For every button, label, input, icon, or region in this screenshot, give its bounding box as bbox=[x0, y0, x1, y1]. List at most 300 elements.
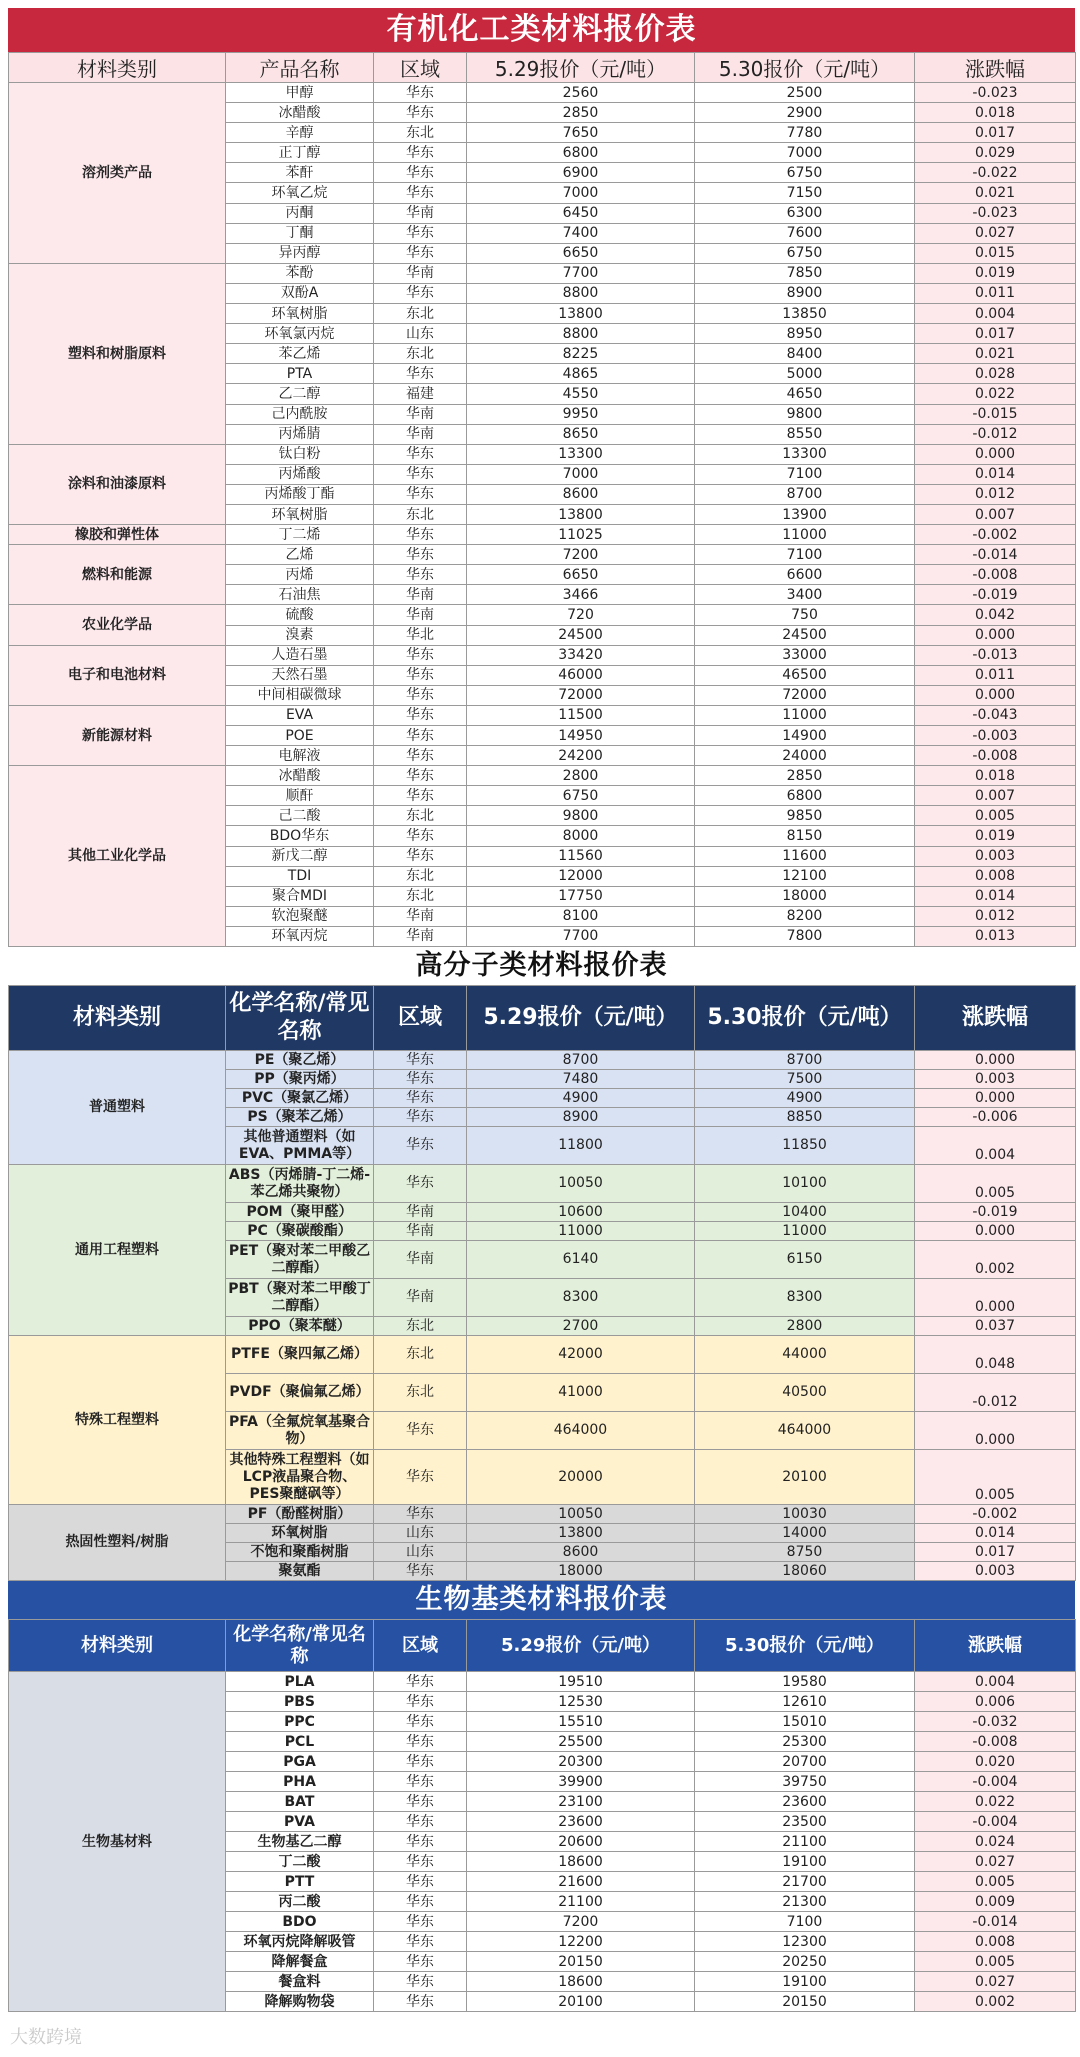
price-0529: 20100 bbox=[467, 1992, 695, 2012]
category-header: 材料类别 bbox=[9, 53, 226, 83]
price-0530: 8950 bbox=[695, 324, 915, 344]
price-0529: 4865 bbox=[467, 364, 695, 384]
category-cell: 生物基材料 bbox=[9, 1672, 226, 2012]
region: 华南 bbox=[374, 424, 467, 444]
region-header: 区域 bbox=[374, 1620, 467, 1672]
price-0530: 23600 bbox=[695, 1792, 915, 1812]
price-0530: 39750 bbox=[695, 1772, 915, 1792]
organic-price-table bbox=[8, 52, 1076, 947]
change-rate: 0.022 bbox=[915, 384, 1076, 404]
product-name: 乙烯 bbox=[226, 545, 374, 565]
region: 福建 bbox=[374, 384, 467, 404]
change-rate: 0.000 bbox=[915, 1412, 1076, 1450]
price-0529: 7400 bbox=[467, 223, 695, 243]
price-0529: 8800 bbox=[467, 324, 695, 344]
price-0529: 41000 bbox=[467, 1374, 695, 1412]
change-rate: 0.020 bbox=[915, 1752, 1076, 1772]
change-rate: 0.005 bbox=[915, 1952, 1076, 1972]
region: 东北 bbox=[374, 344, 467, 364]
category-cell: 塑料和树脂原料 bbox=[9, 263, 226, 444]
table-row bbox=[9, 766, 1076, 786]
price-0529: 12200 bbox=[467, 1932, 695, 1952]
region: 山东 bbox=[374, 1543, 467, 1562]
price-0529: 33420 bbox=[467, 645, 695, 665]
product-name: EVA bbox=[226, 705, 374, 725]
price-0529: 6650 bbox=[467, 565, 695, 585]
region: 华东 bbox=[374, 1872, 467, 1892]
price-0530: 15010 bbox=[695, 1712, 915, 1732]
region: 华东 bbox=[374, 1932, 467, 1952]
change-rate: 0.013 bbox=[915, 926, 1076, 946]
table-row bbox=[9, 83, 1076, 103]
price-0529: 4900 bbox=[467, 1089, 695, 1108]
price-0530: 8700 bbox=[695, 484, 915, 504]
price-0530: 6150 bbox=[695, 1241, 915, 1279]
change-rate: 0.011 bbox=[915, 283, 1076, 303]
region: 华东 bbox=[374, 364, 467, 384]
category-cell: 通用工程塑料 bbox=[9, 1165, 226, 1336]
price-0530: 12610 bbox=[695, 1692, 915, 1712]
product-name: 餐盒料 bbox=[226, 1972, 374, 1992]
product-name: 丙烯酸丁酯 bbox=[226, 484, 374, 504]
price-0529: 19510 bbox=[467, 1672, 695, 1692]
price-0530: 464000 bbox=[695, 1412, 915, 1450]
table-row bbox=[9, 444, 1076, 464]
price-0529: 7700 bbox=[467, 263, 695, 283]
price-0529: 3466 bbox=[467, 585, 695, 605]
product-name: PE（聚乙烯） bbox=[226, 1051, 374, 1070]
region: 华东 bbox=[374, 444, 467, 464]
price-0530: 7500 bbox=[695, 1070, 915, 1089]
price-0530: 13850 bbox=[695, 304, 915, 324]
category-cell: 新能源材料 bbox=[9, 705, 226, 765]
price-0529-header: 5.29报价（元/吨） bbox=[467, 986, 695, 1051]
price-0529: 9950 bbox=[467, 404, 695, 424]
change-header: 涨跌幅 bbox=[915, 986, 1076, 1051]
change-rate: -0.002 bbox=[915, 525, 1076, 545]
product-name: 溴素 bbox=[226, 625, 374, 645]
region: 华东 bbox=[374, 143, 467, 163]
region: 华东 bbox=[374, 525, 467, 545]
region: 华东 bbox=[374, 163, 467, 183]
change-rate: 0.000 bbox=[915, 685, 1076, 705]
product-name: BDO bbox=[226, 1912, 374, 1932]
price-0530: 8750 bbox=[695, 1543, 915, 1562]
product-name: PBS bbox=[226, 1692, 374, 1712]
product-name: PTT bbox=[226, 1872, 374, 1892]
product-name: 丙烯 bbox=[226, 565, 374, 585]
price-0529: 8600 bbox=[467, 1543, 695, 1562]
region: 华东 bbox=[374, 1672, 467, 1692]
product-name: 聚氨酯 bbox=[226, 1562, 374, 1581]
price-0530: 21700 bbox=[695, 1872, 915, 1892]
price-0530: 11000 bbox=[695, 705, 915, 725]
change-rate: 0.014 bbox=[915, 886, 1076, 906]
price-0530: 24500 bbox=[695, 625, 915, 645]
change-rate: 0.021 bbox=[915, 183, 1076, 203]
price-0529: 7700 bbox=[467, 926, 695, 946]
product-name: 苯乙烯 bbox=[226, 344, 374, 364]
price-0530: 7850 bbox=[695, 263, 915, 283]
region: 华东 bbox=[374, 746, 467, 766]
product-name: 苯酚 bbox=[226, 263, 374, 283]
region: 华东 bbox=[374, 1792, 467, 1812]
product-name: 丁二酸 bbox=[226, 1852, 374, 1872]
change-rate: -0.006 bbox=[915, 1108, 1076, 1127]
price-0529: 23600 bbox=[467, 1812, 695, 1832]
price-0530: 19100 bbox=[695, 1852, 915, 1872]
price-0530: 7780 bbox=[695, 123, 915, 143]
change-header: 涨跌幅 bbox=[915, 1620, 1076, 1672]
product-name: 其他普通塑料（如EVA、PMMA等） bbox=[226, 1127, 374, 1165]
product-name: 中间相碳微球 bbox=[226, 685, 374, 705]
price-0530: 2850 bbox=[695, 766, 915, 786]
product-name: PFA（全氟烷氧基聚合物） bbox=[226, 1412, 374, 1450]
price-0529: 25500 bbox=[467, 1732, 695, 1752]
region: 华东 bbox=[374, 685, 467, 705]
region: 华东 bbox=[374, 1562, 467, 1581]
price-0529: 18600 bbox=[467, 1972, 695, 1992]
price-0530: 750 bbox=[695, 605, 915, 625]
price-0530: 46500 bbox=[695, 665, 915, 685]
price-0530: 8700 bbox=[695, 1051, 915, 1070]
price-0530: 13900 bbox=[695, 504, 915, 524]
price-0529: 11800 bbox=[467, 1127, 695, 1165]
table-row bbox=[9, 605, 1076, 625]
region: 华东 bbox=[374, 705, 467, 725]
price-0529: 42000 bbox=[467, 1336, 695, 1374]
price-0529: 20300 bbox=[467, 1752, 695, 1772]
region: 华东 bbox=[374, 283, 467, 303]
price-0530: 11850 bbox=[695, 1127, 915, 1165]
region: 华南 bbox=[374, 203, 467, 223]
product-name: PGA bbox=[226, 1752, 374, 1772]
change-rate: -0.012 bbox=[915, 1374, 1076, 1412]
price-0529-header: 5.29报价（元/吨） bbox=[467, 53, 695, 83]
region: 华东 bbox=[374, 665, 467, 685]
price-0530: 33000 bbox=[695, 645, 915, 665]
change-rate: -0.014 bbox=[915, 545, 1076, 565]
change-rate: 0.000 bbox=[915, 625, 1076, 645]
price-0530: 6750 bbox=[695, 243, 915, 263]
price-0529: 8650 bbox=[467, 424, 695, 444]
region: 华东 bbox=[374, 1892, 467, 1912]
price-0530-header: 5.30报价（元/吨） bbox=[695, 986, 915, 1051]
region: 华东 bbox=[374, 1089, 467, 1108]
region: 华东 bbox=[374, 846, 467, 866]
price-0530: 18000 bbox=[695, 886, 915, 906]
price-0529: 13800 bbox=[467, 1524, 695, 1543]
region: 华东 bbox=[374, 565, 467, 585]
price-0529: 15510 bbox=[467, 1712, 695, 1732]
table-row bbox=[9, 545, 1076, 565]
product-name: 环氧丙烷 bbox=[226, 926, 374, 946]
organic-table-title: 有机化工类材料报价表 bbox=[8, 8, 1075, 52]
product-name: 石油焦 bbox=[226, 585, 374, 605]
product-name: PS（聚苯乙烯） bbox=[226, 1108, 374, 1127]
table-row bbox=[9, 1051, 1076, 1070]
price-0529: 23100 bbox=[467, 1792, 695, 1812]
price-0529: 11025 bbox=[467, 525, 695, 545]
change-rate: 0.003 bbox=[915, 1070, 1076, 1089]
price-0530: 9850 bbox=[695, 806, 915, 826]
region: 华东 bbox=[374, 1832, 467, 1852]
region: 华东 bbox=[374, 1972, 467, 1992]
price-0530: 7800 bbox=[695, 926, 915, 946]
price-0530: 8200 bbox=[695, 906, 915, 926]
price-0529: 12000 bbox=[467, 866, 695, 886]
price-0530: 20150 bbox=[695, 1992, 915, 2012]
price-0529: 20600 bbox=[467, 1832, 695, 1852]
change-rate: 0.011 bbox=[915, 665, 1076, 685]
product-name: 不饱和聚酯树脂 bbox=[226, 1543, 374, 1562]
region: 华南 bbox=[374, 585, 467, 605]
price-0529: 6650 bbox=[467, 243, 695, 263]
product-name: 正丁醇 bbox=[226, 143, 374, 163]
product-name: PTFE（聚四氟乙烯） bbox=[226, 1336, 374, 1374]
product-name: ABS（丙烯腈-丁二烯-苯乙烯共聚物） bbox=[226, 1165, 374, 1203]
price-0530: 7150 bbox=[695, 183, 915, 203]
price-0529: 13800 bbox=[467, 304, 695, 324]
region: 华南 bbox=[374, 1222, 467, 1241]
region: 山东 bbox=[374, 1524, 467, 1543]
polymer-table-title: 高分子类材料报价表 bbox=[8, 947, 1075, 985]
change-rate: 0.027 bbox=[915, 1972, 1076, 1992]
price-0529: 2800 bbox=[467, 766, 695, 786]
change-rate: 0.017 bbox=[915, 324, 1076, 344]
price-0529: 6900 bbox=[467, 163, 695, 183]
region: 华东 bbox=[374, 223, 467, 243]
change-rate: 0.009 bbox=[915, 1892, 1076, 1912]
product-name: BDO华东 bbox=[226, 826, 374, 846]
region: 华东 bbox=[374, 1165, 467, 1203]
region: 华东 bbox=[374, 1732, 467, 1752]
price-0529: 8000 bbox=[467, 826, 695, 846]
biobased-table-title: 生物基类材料报价表 bbox=[8, 1581, 1075, 1619]
product-name: 生物基乙二醇 bbox=[226, 1832, 374, 1852]
product-name: PC（聚碳酸酯） bbox=[226, 1222, 374, 1241]
product-name: POE bbox=[226, 726, 374, 746]
change-rate: -0.023 bbox=[915, 83, 1076, 103]
region: 华东 bbox=[374, 786, 467, 806]
table-header-row bbox=[9, 53, 1076, 83]
change-rate: 0.017 bbox=[915, 123, 1076, 143]
change-rate: 0.014 bbox=[915, 464, 1076, 484]
price-0530: 20100 bbox=[695, 1450, 915, 1505]
price-0529: 8600 bbox=[467, 484, 695, 504]
category-cell: 溶剂类产品 bbox=[9, 83, 226, 264]
price-0530: 12100 bbox=[695, 866, 915, 886]
price-0529: 7000 bbox=[467, 183, 695, 203]
product-name: 冰醋酸 bbox=[226, 103, 374, 123]
price-0529: 8100 bbox=[467, 906, 695, 926]
region: 山东 bbox=[374, 324, 467, 344]
product-name: 环氧树脂 bbox=[226, 304, 374, 324]
biobased-price-table bbox=[8, 1619, 1076, 2012]
change-rate: -0.032 bbox=[915, 1712, 1076, 1732]
price-0529: 11500 bbox=[467, 705, 695, 725]
change-rate: -0.008 bbox=[915, 746, 1076, 766]
change-rate: 0.005 bbox=[915, 1450, 1076, 1505]
price-0530: 44000 bbox=[695, 1336, 915, 1374]
change-rate: -0.003 bbox=[915, 726, 1076, 746]
price-0529: 7000 bbox=[467, 464, 695, 484]
region: 华东 bbox=[374, 1852, 467, 1872]
region: 华东 bbox=[374, 1505, 467, 1524]
product-name: PP（聚丙烯） bbox=[226, 1070, 374, 1089]
price-0529: 720 bbox=[467, 605, 695, 625]
region: 华南 bbox=[374, 1279, 467, 1317]
product-name: TDI bbox=[226, 866, 374, 886]
product-name: 顺酐 bbox=[226, 786, 374, 806]
region: 华东 bbox=[374, 1772, 467, 1792]
category-cell: 其他工业化学品 bbox=[9, 766, 226, 947]
region: 华东 bbox=[374, 83, 467, 103]
change-rate: 0.015 bbox=[915, 243, 1076, 263]
change-rate: 0.007 bbox=[915, 504, 1076, 524]
price-0529: 7480 bbox=[467, 1070, 695, 1089]
region: 华南 bbox=[374, 404, 467, 424]
change-rate: -0.002 bbox=[915, 1505, 1076, 1524]
price-0529: 20000 bbox=[467, 1450, 695, 1505]
region: 华北 bbox=[374, 625, 467, 645]
change-rate: 0.028 bbox=[915, 364, 1076, 384]
price-0530: 19580 bbox=[695, 1672, 915, 1692]
price-0529: 7650 bbox=[467, 123, 695, 143]
change-rate: 0.004 bbox=[915, 1672, 1076, 1692]
price-0530: 8150 bbox=[695, 826, 915, 846]
product-name: 环氧树脂 bbox=[226, 504, 374, 524]
region: 华南 bbox=[374, 605, 467, 625]
category-header: 材料类别 bbox=[9, 986, 226, 1051]
change-rate: -0.004 bbox=[915, 1772, 1076, 1792]
price-0529: 8300 bbox=[467, 1279, 695, 1317]
product-name: 其他特殊工程塑料（如LCP液晶聚合物、PES聚醚砜等） bbox=[226, 1450, 374, 1505]
price-0529: 464000 bbox=[467, 1412, 695, 1450]
price-0529: 18000 bbox=[467, 1562, 695, 1581]
region: 东北 bbox=[374, 1336, 467, 1374]
product-name: 环氧氯丙烷 bbox=[226, 324, 374, 344]
product-name: 丙烯腈 bbox=[226, 424, 374, 444]
region: 东北 bbox=[374, 1374, 467, 1412]
change-rate: -0.008 bbox=[915, 565, 1076, 585]
price-0530: 10100 bbox=[695, 1165, 915, 1203]
region: 东北 bbox=[374, 886, 467, 906]
change-rate: -0.008 bbox=[915, 1732, 1076, 1752]
region: 华东 bbox=[374, 1992, 467, 2012]
table-row bbox=[9, 645, 1076, 665]
product-name: PF（酚醛树脂） bbox=[226, 1505, 374, 1524]
category-cell: 特殊工程塑料 bbox=[9, 1336, 226, 1505]
price-0529: 10050 bbox=[467, 1165, 695, 1203]
change-rate: 0.027 bbox=[915, 223, 1076, 243]
price-0530: 2500 bbox=[695, 83, 915, 103]
product-name: 己二酸 bbox=[226, 806, 374, 826]
price-0529: 10600 bbox=[467, 1203, 695, 1222]
product-name: 软泡聚醚 bbox=[226, 906, 374, 926]
price-0529: 2560 bbox=[467, 83, 695, 103]
change-rate: 0.005 bbox=[915, 1165, 1076, 1203]
change-rate: 0.012 bbox=[915, 484, 1076, 504]
product-name: PPC bbox=[226, 1712, 374, 1732]
change-rate: 0.000 bbox=[915, 1089, 1076, 1108]
region: 华东 bbox=[374, 183, 467, 203]
category-cell: 热固性塑料/树脂 bbox=[9, 1505, 226, 1581]
price-0529: 39900 bbox=[467, 1772, 695, 1792]
change-rate: 0.005 bbox=[915, 806, 1076, 826]
change-rate: 0.037 bbox=[915, 1317, 1076, 1336]
price-0530: 14000 bbox=[695, 1524, 915, 1543]
product-name: 冰醋酸 bbox=[226, 766, 374, 786]
price-0529: 8225 bbox=[467, 344, 695, 364]
region: 华东 bbox=[374, 766, 467, 786]
price-0529: 13800 bbox=[467, 504, 695, 524]
price-0530: 2900 bbox=[695, 103, 915, 123]
change-rate: -0.043 bbox=[915, 705, 1076, 725]
change-rate: -0.019 bbox=[915, 1203, 1076, 1222]
change-rate: 0.000 bbox=[915, 1222, 1076, 1241]
price-0529: 21600 bbox=[467, 1872, 695, 1892]
change-rate: 0.012 bbox=[915, 906, 1076, 926]
region: 华东 bbox=[374, 1912, 467, 1932]
price-0530: 21300 bbox=[695, 1892, 915, 1912]
table-row bbox=[9, 1165, 1076, 1203]
product-name: POM（聚甲醛） bbox=[226, 1203, 374, 1222]
region-header: 区域 bbox=[374, 986, 467, 1051]
change-rate: 0.018 bbox=[915, 766, 1076, 786]
product-name: BAT bbox=[226, 1792, 374, 1812]
name-header: 化学名称/常见名称 bbox=[226, 986, 374, 1051]
region: 华东 bbox=[374, 1952, 467, 1972]
region: 华东 bbox=[374, 726, 467, 746]
region: 东北 bbox=[374, 1317, 467, 1336]
price-0530: 6750 bbox=[695, 163, 915, 183]
price-0529: 8700 bbox=[467, 1051, 695, 1070]
region: 东北 bbox=[374, 123, 467, 143]
change-rate: 0.024 bbox=[915, 1832, 1076, 1852]
price-0530: 2800 bbox=[695, 1317, 915, 1336]
region: 华南 bbox=[374, 1241, 467, 1279]
product-name: 丙二酸 bbox=[226, 1892, 374, 1912]
region: 华东 bbox=[374, 1812, 467, 1832]
price-0529: 11000 bbox=[467, 1222, 695, 1241]
polymer-price-table bbox=[8, 985, 1076, 1581]
price-0530-header: 5.30报价（元/吨） bbox=[695, 1620, 915, 1672]
product-name: PHA bbox=[226, 1772, 374, 1792]
region: 华东 bbox=[374, 464, 467, 484]
price-0529-header: 5.29报价（元/吨） bbox=[467, 1620, 695, 1672]
change-rate: 0.000 bbox=[915, 1051, 1076, 1070]
price-0530: 12300 bbox=[695, 1932, 915, 1952]
price-0529: 11560 bbox=[467, 846, 695, 866]
price-0529: 14950 bbox=[467, 726, 695, 746]
price-0530: 5000 bbox=[695, 364, 915, 384]
region: 华东 bbox=[374, 1070, 467, 1089]
price-0530: 11600 bbox=[695, 846, 915, 866]
price-0529: 18600 bbox=[467, 1852, 695, 1872]
product-name: PVDF（聚偏氟乙烯） bbox=[226, 1374, 374, 1412]
product-name: PVA bbox=[226, 1812, 374, 1832]
price-0530: 72000 bbox=[695, 685, 915, 705]
product-name: PTA bbox=[226, 364, 374, 384]
price-0530: 4900 bbox=[695, 1089, 915, 1108]
change-rate: -0.004 bbox=[915, 1812, 1076, 1832]
region: 华东 bbox=[374, 826, 467, 846]
region-header: 区域 bbox=[374, 53, 467, 83]
product-name: PET（聚对苯二甲酸乙二醇酯） bbox=[226, 1241, 374, 1279]
product-name: PLA bbox=[226, 1672, 374, 1692]
price-0530: 8300 bbox=[695, 1279, 915, 1317]
